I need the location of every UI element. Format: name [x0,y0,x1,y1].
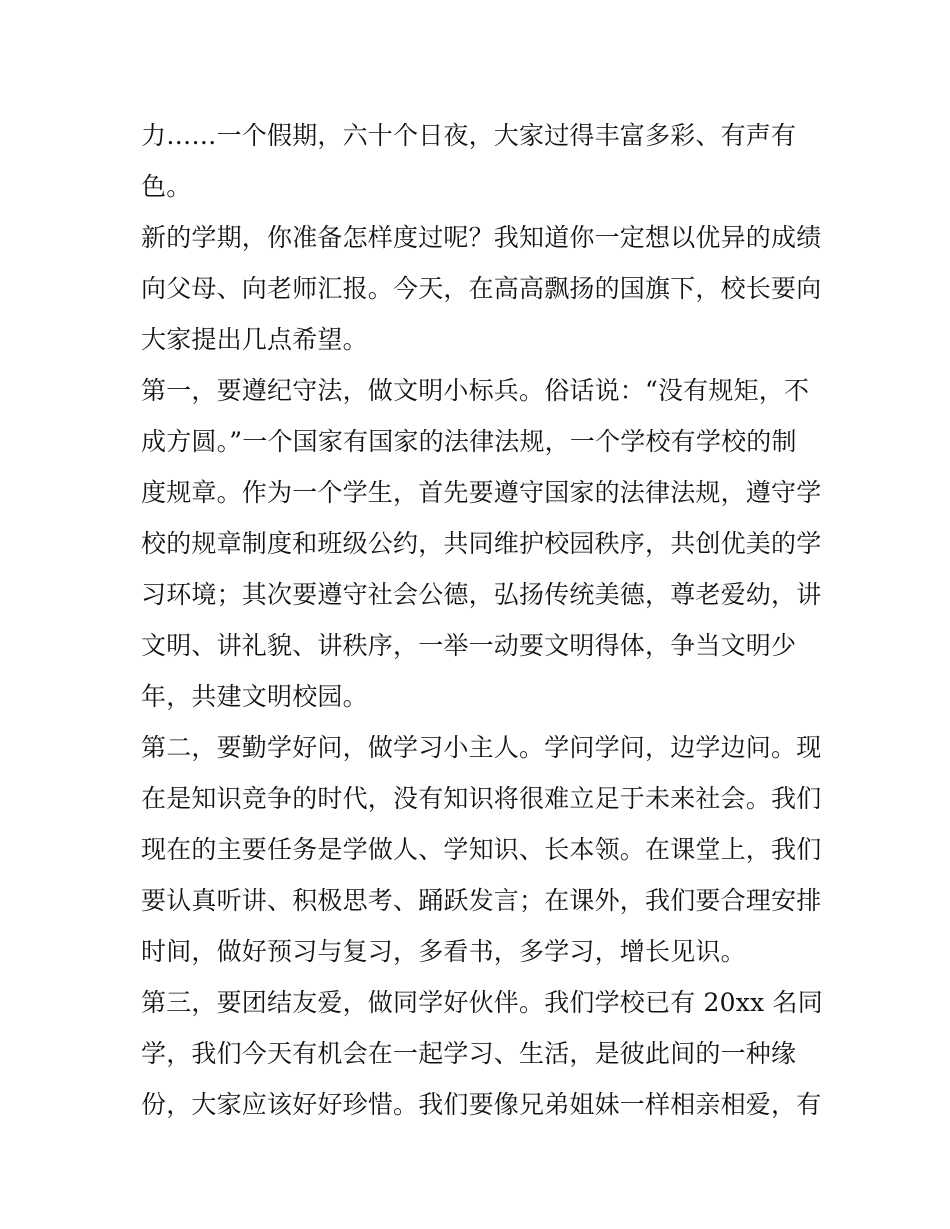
text-line: 要认真听讲、积极思考、踊跃发言；在课外，我们要合理安排 [141,886,822,915]
text-line: 年，共建文明校园。 [141,682,368,711]
document-body [141,110,823,1130]
text-line: 第二，要勤学好问，做学习小主人。学问学问，边学边问。现 [141,733,822,762]
text-line: 文明、讲礼貌、讲秩序，一举一动要文明得体，争当文明少 [141,631,797,660]
text-line: 份，大家应该好好珍惜。我们要像兄弟姐妹一样相亲相爱，有 [141,1090,822,1119]
text-line: 色。 [141,172,192,201]
text-line: 时间，做好预习与复习，多看书，多学习，增长见识。 [141,937,746,966]
text-line: 习环境；其次要遵守社会公德，弘扬传统美德，尊老爱幼，讲 [141,580,822,609]
text-line: 度规章。作为一个学生，首先要遵守国家的法律法规，遵守学 [141,478,822,507]
text-line: 校的规章制度和班级公约，共同维护校园秩序，共创优美的学 [141,529,822,558]
text-line: 现在的主要任务是学做人、学知识、长本领。在课堂上，我们 [141,835,822,864]
text-line: 向父母、向老师汇报。今天，在高高飘扬的国旗下，校长要向 [141,274,822,303]
text-line: 力……一个假期，六十个日夜，大家过得丰富多彩、有声有 [141,121,797,150]
text-line: 学，我们今天有机会在一起学习、生活，是彼此间的一种缘 [141,1039,797,1068]
text-line: 第三，要团结友爱，做同学好伙伴。我们学校已有 20xx 名同 [141,988,823,1017]
text-line: 第一，要遵纪守法，做文明小标兵。俗话说：“没有规矩，不 [141,376,810,405]
text-line: 大家提出几点希望。 [141,325,368,354]
text-line: 新的学期，你准备怎样度过呢？我知道你一定想以优异的成绩 [141,223,822,252]
text-line: 成方圆。”一个国家有国家的法律法规，一个学校有学校的制 [141,427,797,456]
text-line: 在是知识竞争的时代，没有知识将很难立足于未来社会。我们 [141,784,822,813]
